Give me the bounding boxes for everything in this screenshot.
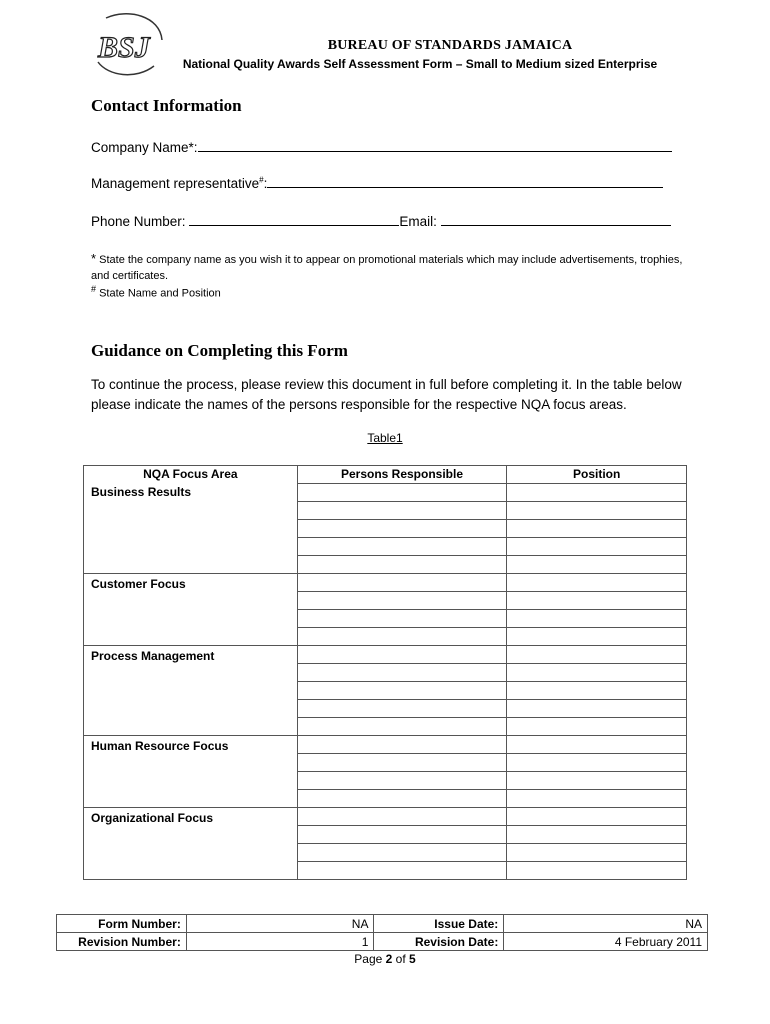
management-rep-colon: : <box>263 176 268 191</box>
position-cell[interactable] <box>507 754 687 772</box>
table-row <box>84 736 687 754</box>
person-cell[interactable] <box>297 790 507 808</box>
contact-heading: Contact Information <box>91 96 242 115</box>
column-header: Persons Responsible <box>297 466 507 484</box>
company-name-input[interactable] <box>198 137 672 152</box>
revision-date-value: 4 February 2011 <box>504 933 708 951</box>
focus-area-business-results: Business Results <box>84 484 298 574</box>
phone-email-field <box>91 211 671 229</box>
position-cell[interactable] <box>507 700 687 718</box>
management-rep-input[interactable] <box>267 173 663 188</box>
form-number-label: Form Number: <box>57 915 187 933</box>
table-row <box>84 808 687 826</box>
person-cell[interactable] <box>297 718 507 736</box>
position-cell[interactable] <box>507 790 687 808</box>
person-cell[interactable] <box>297 736 507 754</box>
person-cell[interactable] <box>297 682 507 700</box>
position-cell[interactable] <box>507 646 687 664</box>
company-name-note-text: State the company name as you wish it to appear on promotional materials which may include advertisements, trophies, and certificates. <box>91 254 683 282</box>
position-cell[interactable] <box>507 808 687 826</box>
person-cell[interactable] <box>297 826 507 844</box>
form-number-value: NA <box>186 915 374 933</box>
page-prefix: Page <box>354 952 383 966</box>
person-cell[interactable] <box>297 844 507 862</box>
column-header: NQA Focus Area <box>84 466 298 484</box>
revision-date-label: Revision Date: <box>374 933 504 951</box>
person-cell[interactable] <box>297 646 507 664</box>
table-row <box>57 915 708 933</box>
position-cell[interactable] <box>507 736 687 754</box>
company-name-field <box>91 137 672 155</box>
person-cell[interactable] <box>297 556 507 574</box>
person-cell[interactable] <box>297 700 507 718</box>
email-input[interactable] <box>441 211 671 226</box>
focus-area-human-resource-focus: Human Resource Focus <box>84 736 298 808</box>
page-number <box>300 952 470 966</box>
table-row <box>84 484 687 502</box>
email-label: Email: <box>399 214 437 229</box>
page-current: 2 <box>385 952 393 966</box>
position-cell[interactable] <box>507 664 687 682</box>
position-cell[interactable] <box>507 574 687 592</box>
person-cell[interactable] <box>297 538 507 556</box>
position-cell[interactable] <box>507 862 687 880</box>
page-total: 5 <box>409 952 416 966</box>
position-cell[interactable] <box>507 610 687 628</box>
company-name-note <box>91 251 691 284</box>
star-mark: * <box>91 251 97 266</box>
page-of: of <box>395 952 406 966</box>
person-cell[interactable] <box>297 862 507 880</box>
focus-area-table <box>83 465 687 880</box>
hash-mark: # <box>259 175 264 185</box>
person-cell[interactable] <box>297 772 507 790</box>
position-cell[interactable] <box>507 556 687 574</box>
position-cell[interactable] <box>507 844 687 862</box>
person-cell[interactable] <box>297 484 507 502</box>
table-row <box>84 574 687 592</box>
person-cell[interactable] <box>297 592 507 610</box>
person-cell[interactable] <box>297 628 507 646</box>
company-name-label: Company Name*: <box>91 140 198 155</box>
focus-area-customer-focus: Customer Focus <box>84 574 298 646</box>
position-cell[interactable] <box>507 520 687 538</box>
guidance-heading: Guidance on Completing this Form <box>91 341 348 360</box>
focus-area-organizational-focus: Organizational Focus <box>84 808 298 880</box>
phone-input[interactable] <box>189 211 399 226</box>
position-cell[interactable] <box>507 484 687 502</box>
person-cell[interactable] <box>297 574 507 592</box>
person-cell[interactable] <box>297 610 507 628</box>
organization-name: BUREAU OF STANDARDS JAMAICA <box>327 38 573 53</box>
person-cell[interactable] <box>297 664 507 682</box>
table-caption: Table1 <box>367 431 403 445</box>
table-row <box>84 646 687 664</box>
position-cell[interactable] <box>507 826 687 844</box>
position-cell[interactable] <box>507 538 687 556</box>
hash-mark: # <box>91 284 97 294</box>
person-cell[interactable] <box>297 520 507 538</box>
issue-date-value: NA <box>504 915 708 933</box>
management-rep-note <box>91 284 221 300</box>
column-header: Position <box>507 466 687 484</box>
table-header-row <box>84 466 687 484</box>
position-cell[interactable] <box>507 772 687 790</box>
position-cell[interactable] <box>507 592 687 610</box>
document-control-table <box>56 914 708 951</box>
focus-area-process-management: Process Management <box>84 646 298 736</box>
management-rep-field <box>91 173 663 191</box>
issue-date-label: Issue Date: <box>374 915 504 933</box>
position-cell[interactable] <box>507 628 687 646</box>
phone-label: Phone Number: <box>91 214 186 229</box>
revision-number-label: Revision Number: <box>57 933 187 951</box>
person-cell[interactable] <box>297 808 507 826</box>
management-rep-label: Management representative <box>91 176 260 191</box>
table-row <box>57 933 708 951</box>
revision-number-value: 1 <box>186 933 374 951</box>
svg-text:BSJ: BSJ <box>98 31 150 64</box>
management-rep-note-text: State Name and Position <box>99 287 221 300</box>
person-cell[interactable] <box>297 502 507 520</box>
person-cell[interactable] <box>297 754 507 772</box>
guidance-intro: To continue the process, please review this document in full before completing it. In the table below please indicate the names of the persons responsible for the respective NQA focus areas. <box>91 377 682 412</box>
position-cell[interactable] <box>507 682 687 700</box>
position-cell[interactable] <box>507 718 687 736</box>
position-cell[interactable] <box>507 502 687 520</box>
form-title: National Quality Awards Self Assessment Form – Small to Medium sized Enterprise <box>182 57 658 71</box>
